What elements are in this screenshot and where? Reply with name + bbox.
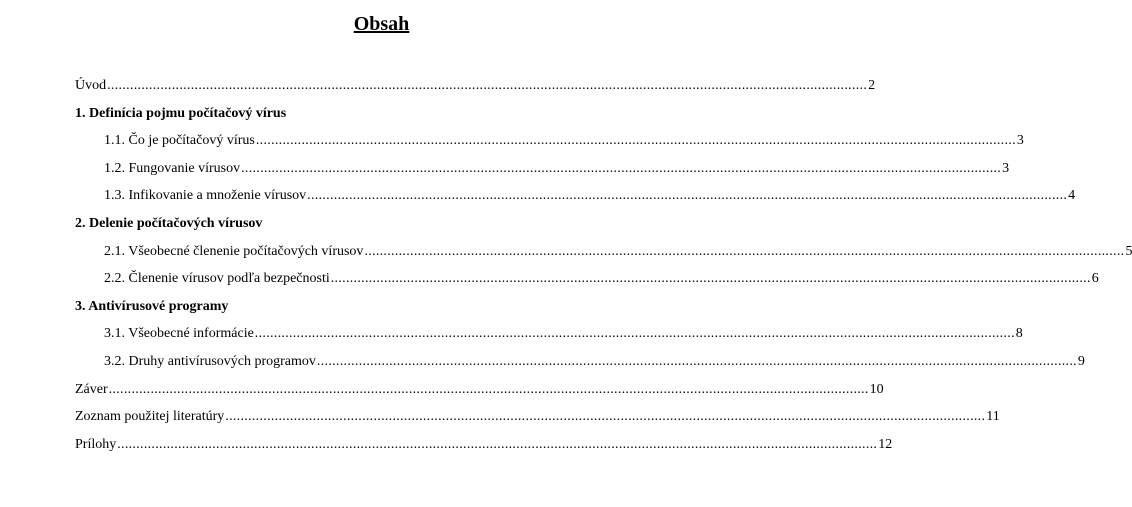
- toc-entry-label: 1.1. Čo je počítačový vírus: [104, 133, 255, 149]
- toc-entry-2-2: [75, 265, 1099, 293]
- toc-entry-label: 2.2. Členenie vírusov podľa bezpečnosti: [104, 271, 330, 287]
- toc-entry-label: Záver: [75, 381, 108, 397]
- toc-entry-page: 12: [878, 436, 893, 452]
- toc-entry-label: 3.2. Druhy antivírusových programov: [104, 353, 316, 369]
- toc-entry-2-1: [75, 238, 1132, 266]
- dot-leader: ........................................................................................................................................................................................................: [316, 353, 1077, 369]
- toc-entry-page: 9: [1077, 353, 1085, 369]
- toc-entry-1-1: [75, 127, 1024, 155]
- toc-entry-literatura: [75, 403, 1000, 431]
- dot-leader: ........................................................................................................................................................................................................: [254, 326, 1015, 342]
- toc-entry-page: 10: [869, 381, 884, 397]
- toc-entry-page: 6: [1091, 271, 1099, 287]
- toc-entry-page: 2: [868, 78, 876, 93]
- toc-entry-page: 5: [1125, 243, 1132, 259]
- toc-entry-zaver: [75, 376, 884, 404]
- toc-entry-prilohy: [75, 431, 893, 459]
- toc-entry-label: Prílohy: [75, 436, 117, 452]
- dot-leader: ........................................................................................................................................................................................................: [364, 243, 1125, 259]
- toc-entry-page: 4: [1068, 188, 1076, 204]
- toc-entry-1-2: [75, 155, 1010, 183]
- dot-leader: ........................................................................................................................................................................................................: [107, 78, 868, 93]
- toc-title: Obsah: [353, 13, 410, 35]
- toc-entry-label: Úvod: [75, 78, 107, 93]
- toc-entry-label: Zoznam použitej literatúry: [75, 409, 225, 425]
- toc-chapter-3: [75, 293, 681, 321]
- toc-chapter-1: [75, 100, 681, 128]
- dot-leader: ........................................................................................................................................................................................................: [330, 271, 1091, 287]
- toc-entry-label: 1.3. Infikovanie a množenie vírusov: [104, 188, 307, 204]
- dot-leader: ........................................................................................................................................................................................................: [255, 133, 1016, 149]
- toc-entry-label: 1.2. Fungovanie vírusov: [104, 160, 241, 176]
- toc-entry-page: 3: [1002, 160, 1010, 176]
- toc-chapter-2: [75, 210, 681, 238]
- table-of-contents: [75, 72, 1132, 458]
- dot-leader: ........................................................................................................................................................................................................: [108, 381, 869, 397]
- toc-entry-page: 8: [1015, 326, 1023, 342]
- toc-chapter-label: 2. Delenie počítačových vírusov: [75, 215, 263, 231]
- toc-entry-3-1: [75, 320, 1023, 348]
- dot-leader: ........................................................................................................................................................................................................: [225, 409, 986, 425]
- toc-entry-3-2: [75, 348, 1085, 376]
- dot-leader: ........................................................................................................................................................................................................: [307, 188, 1068, 204]
- toc-entry-label: 3.1. Všeobecné informácie: [104, 326, 254, 342]
- toc-chapter-label: 3. Antivírusové programy: [75, 298, 229, 314]
- toc-entry-page: 11: [986, 409, 1000, 425]
- toc-entry-uvod: [75, 72, 876, 100]
- dot-leader: ........................................................................................................................................................................................................: [241, 160, 1002, 176]
- toc-entry-label: 2.1. Všeobecné členenie počítačových vírusov: [104, 243, 364, 259]
- toc-chapter-label: 1. Definícia pojmu počítačový vírus: [75, 105, 287, 121]
- toc-entry-page: 3: [1016, 133, 1024, 149]
- toc-entry-1-3: [75, 182, 1076, 210]
- dot-leader: ........................................................................................................................................................................................................: [117, 436, 878, 452]
